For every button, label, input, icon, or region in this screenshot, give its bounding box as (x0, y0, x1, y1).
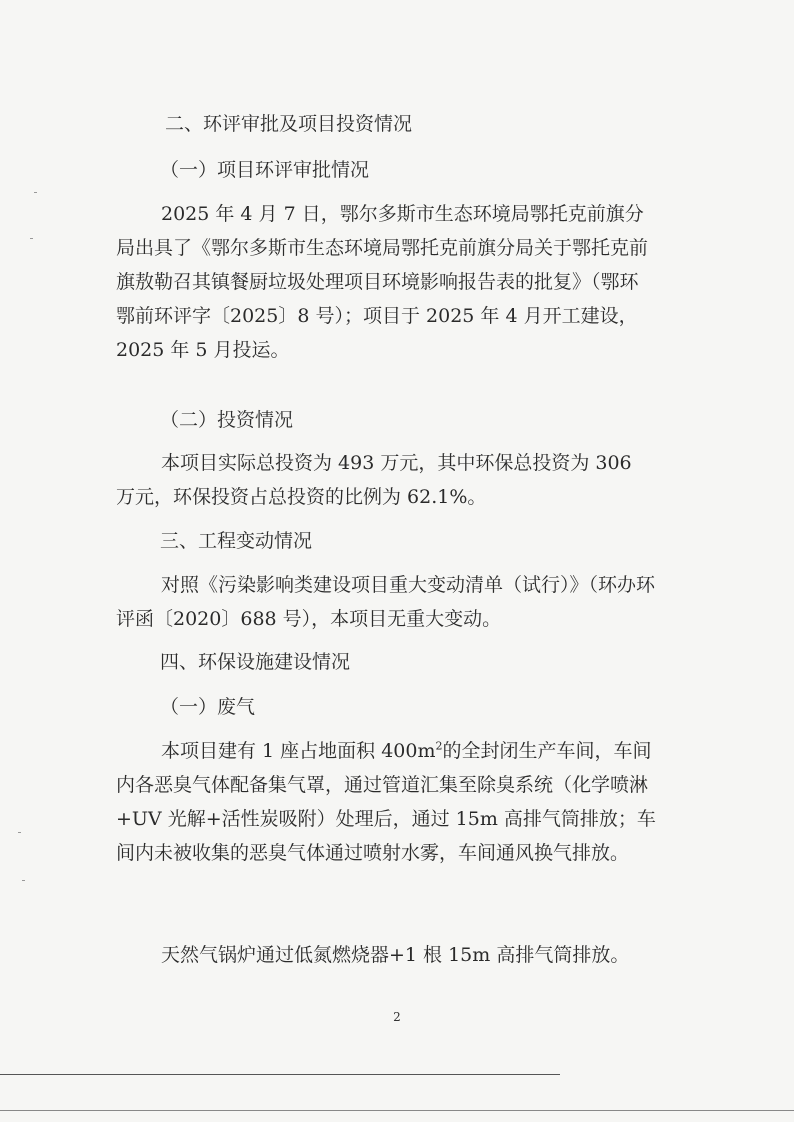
scan-rule-line (0, 1074, 560, 1075)
scan-speck (22, 880, 25, 881)
section-heading-2: 二、环评审批及项目投资情况 (165, 113, 413, 135)
scan-speck (30, 238, 33, 239)
scan-speck (34, 192, 37, 193)
scan-speck (18, 832, 21, 833)
paragraph-gas-1-post: 的全封闭生产车间，车间内各恶臭气体配备集气罩，通过管道汇集至除臭系统（化学喷淋+UV 光解+活性炭吸附）处理后，通过 15m 高排气筒排放；车间内未被收集的恶臭气体通过喷射水雾，车间通风换气排放。 (116, 740, 656, 864)
paragraph-gas-2: 天然气锅炉通过低氮燃烧器+1 根 15m 高排气筒排放。 (161, 944, 630, 966)
paragraph-change: 对照《污染影响类建设项目重大变动清单（试行）》（环办环评函〔2020〕688 号），本项目无重大变动。 (116, 574, 656, 630)
paragraph-investment: 本项目实际总投资为 493 万元，其中环保总投资为 306 万元，环保投资占总投资的比例为 62.1%。 (116, 452, 632, 508)
page-number: 2 (393, 1010, 401, 1024)
subsection-heading-investment: （二）投资情况 (160, 409, 294, 431)
paragraph-gas-1-pre: 本项目建有 1 座占地面积 400m (161, 740, 436, 762)
superscript-2: 2 (435, 739, 443, 753)
scan-bottom-edge (0, 1110, 794, 1111)
paragraph-gas-1 (116, 734, 656, 870)
section-heading-3: 三、工程变动情况 (160, 530, 313, 552)
subsection-heading-approval: （一）项目环评审批情况 (160, 159, 370, 181)
subsection-heading-gas: （一）废气 (160, 696, 256, 718)
paragraph-approval: 2025 年 4 月 7 日，鄂尔多斯市生态环境局鄂托克前旗分局出具了《鄂尔多斯市生态环境局鄂托克前旗分局关于鄂托克前旗敖勒召其镇餐厨垃圾处理项目环境影响报告表的批复》（鄂环鄂前环评字〔2025〕8 号）；项目于 2025 年 4 月开工建设，2025 年 5 月投运。 (116, 203, 649, 361)
section-heading-4: 四、环保设施建设情况 (160, 651, 351, 673)
